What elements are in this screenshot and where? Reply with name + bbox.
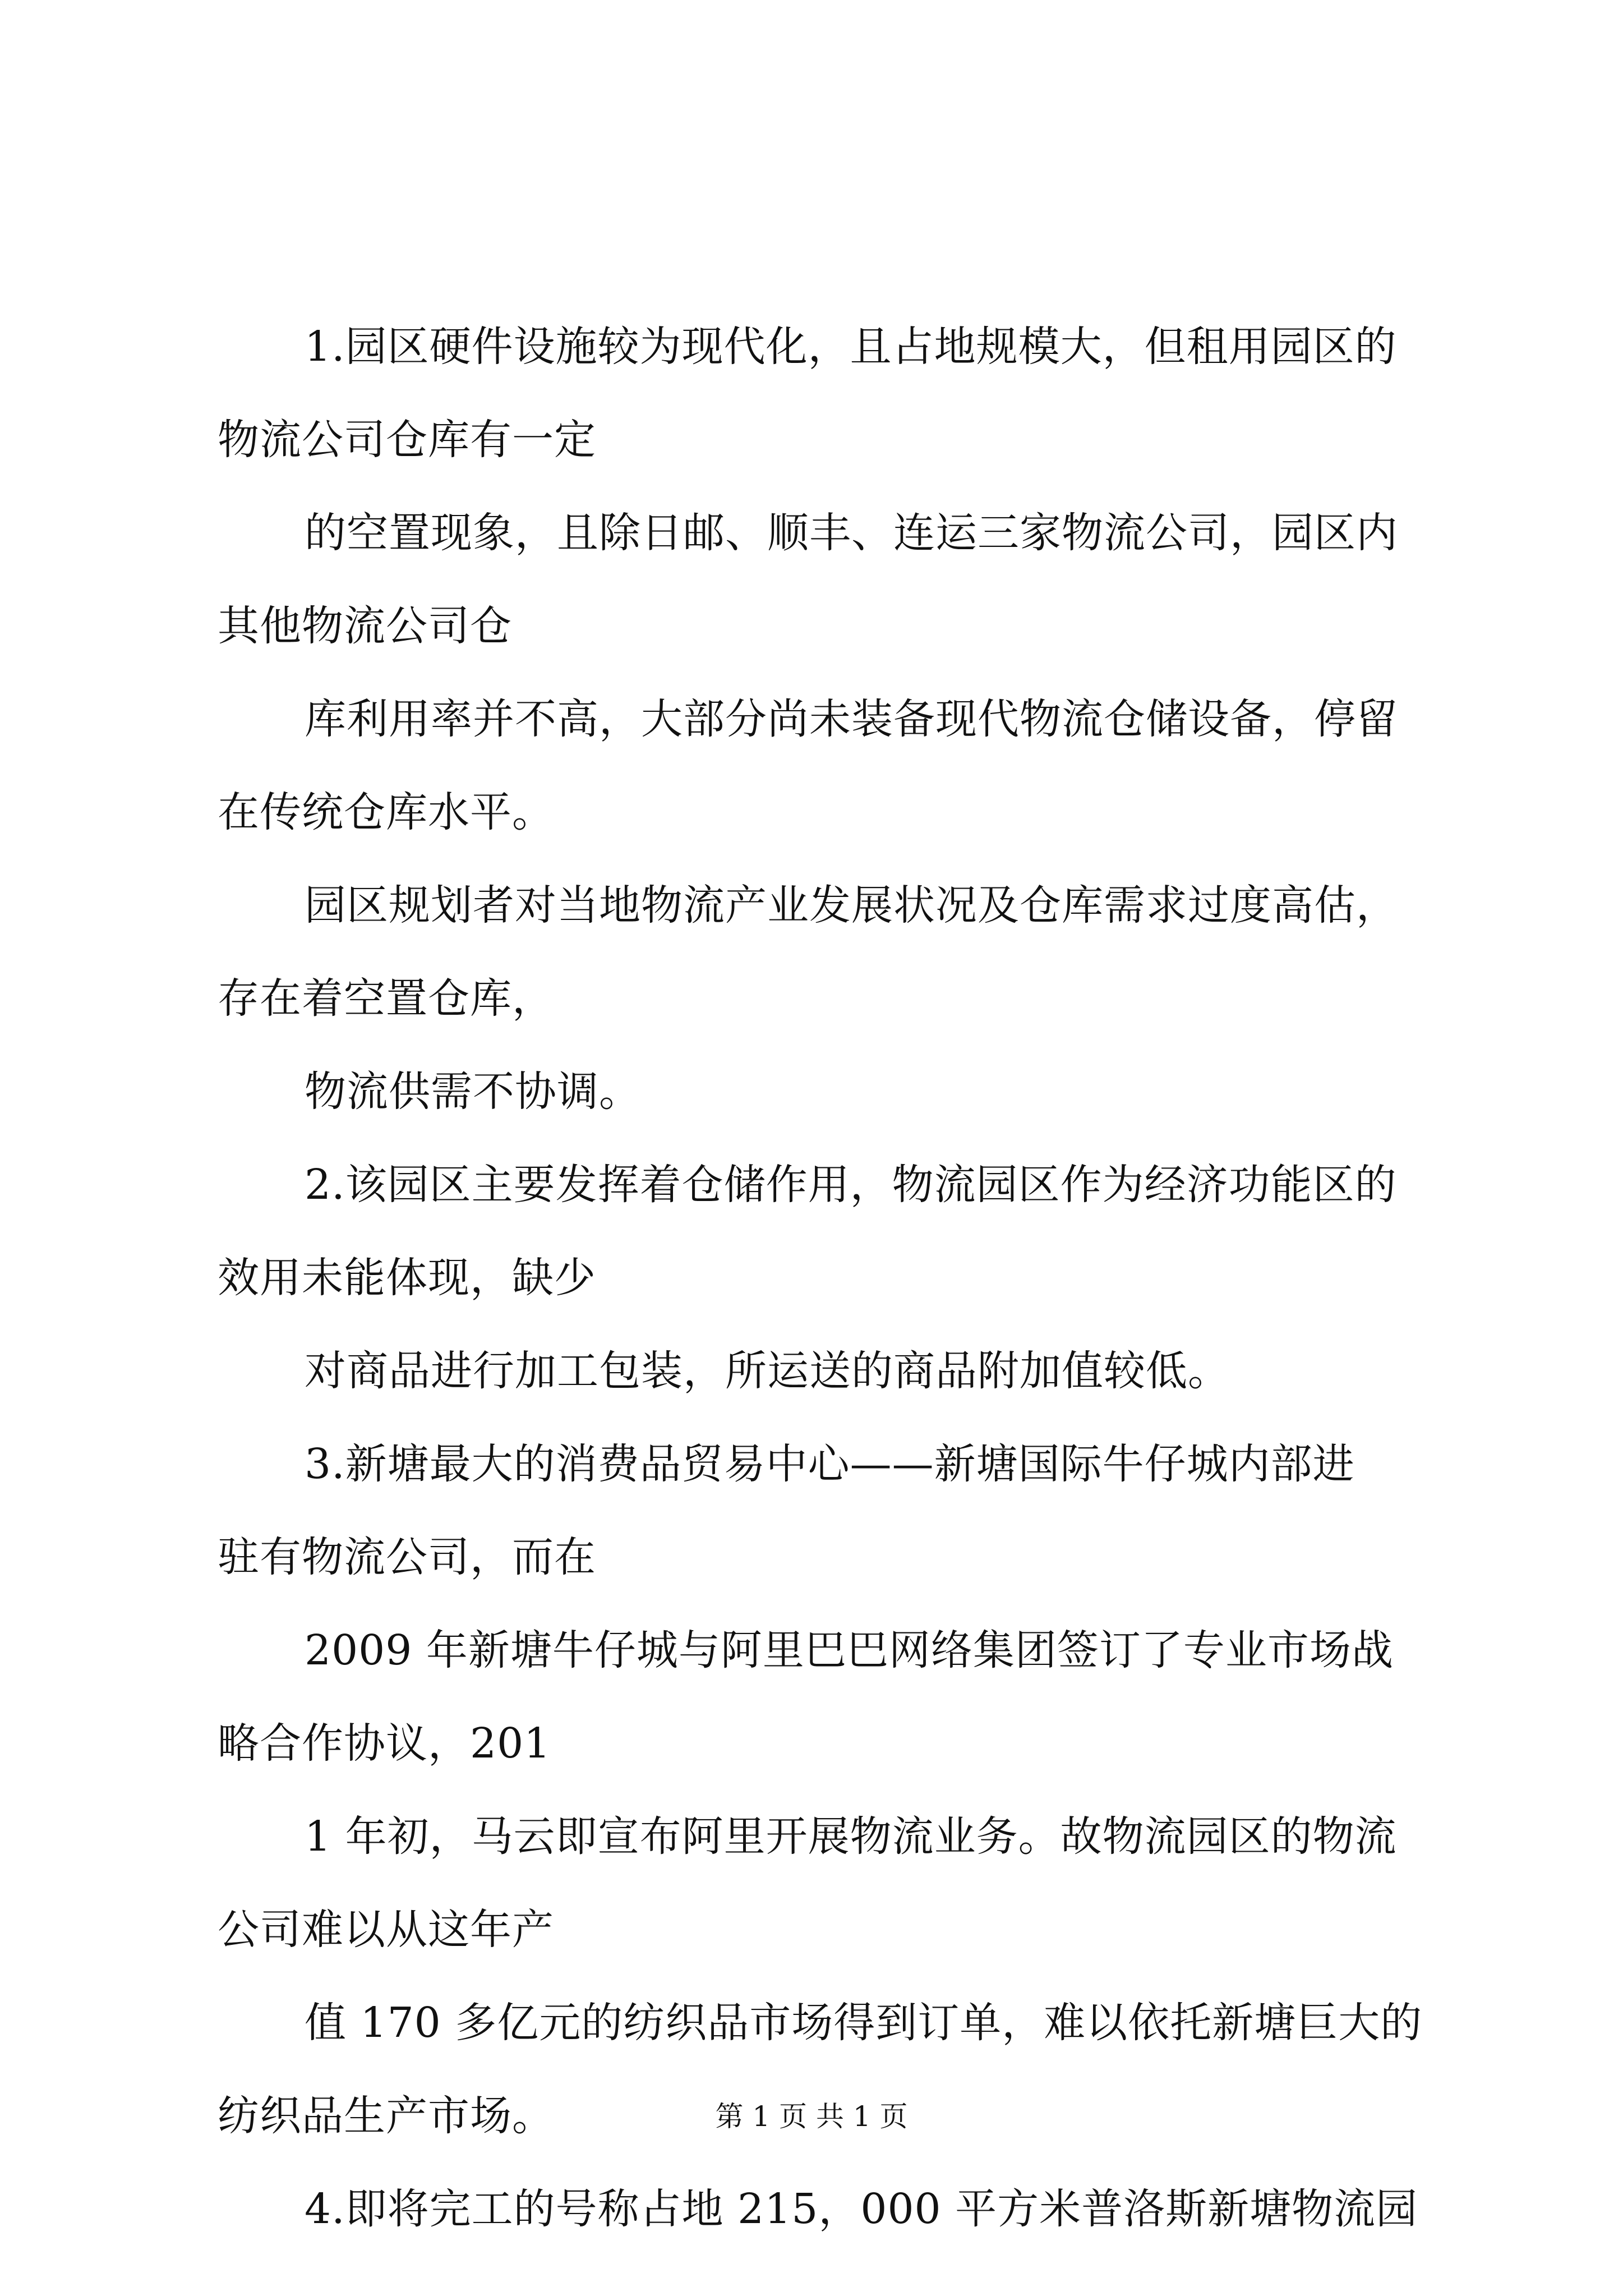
paragraph-line: 效用未能体现，缺少 <box>218 1254 596 1302</box>
paragraph <box>218 1418 1423 1604</box>
paragraph-line: 的空置现象，且除日邮、顺丰、连运三家物流公司，园区内 <box>305 509 1398 557</box>
paragraph-line: 纺织品生产市场。 <box>218 2092 554 2140</box>
paragraph-line: 在传统仓库水平。 <box>218 788 554 836</box>
paragraph-line: 略合作协议，201 <box>218 1719 551 1768</box>
paragraph-line: 园区规划者对当地物流产业发展状况及仓库需求过度高估， <box>305 881 1398 930</box>
page-number-label: 第 1 页 共 1 页 <box>715 2100 908 2133</box>
paragraph-line: 公司难以从这年产 <box>218 1906 554 1954</box>
paragraph-line: 对商品进行加工包装，所运送的商品附加值较低。 <box>305 1347 1230 1395</box>
paragraph-line: 1 年初，马云即宣布阿里开展物流业务。故物流园区的物流 <box>305 1812 1397 1861</box>
paragraph-line: 2009 年新塘牛仔城与阿里巴巴网络集团签订了专业市场战 <box>305 1626 1394 1674</box>
paragraph <box>218 1045 1423 1138</box>
paragraph-line: 其他物流公司仓 <box>218 602 512 650</box>
page-footer <box>0 2097 1623 2136</box>
paragraph <box>218 1790 1423 1976</box>
document-body <box>218 300 1423 2256</box>
paragraph <box>218 673 1423 859</box>
paragraph <box>218 300 1423 486</box>
paragraph-line: 3.新塘最大的消费品贸易中心——新塘国际牛仔城内部进 <box>305 1440 1355 1488</box>
paragraph-line: 值 170 多亿元的纺织品市场得到订单，难以依托新塘巨大的 <box>305 1999 1423 2047</box>
paragraph <box>218 1324 1423 1418</box>
paragraph-line: 存在着空置仓库， <box>218 974 554 1023</box>
paragraph-line: 1.园区硬件设施较为现代化，且占地规模大，但租用园区的 <box>305 323 1397 371</box>
paragraph-line: 2.该园区主要发挥着仓储作用，物流园区作为经济功能区的 <box>305 1161 1397 1209</box>
paragraph-line: 物流公司仓库有一定 <box>218 416 596 464</box>
paragraph <box>218 1604 1423 1790</box>
paragraph-line: 物流供需不协调。 <box>305 1068 641 1116</box>
paragraph-line: 驻有物流公司，而在 <box>218 1533 596 1581</box>
paragraph-line: 4.即将完工的号称占地 215，000 平方米普洛斯新塘物流园 <box>305 2185 1418 2233</box>
paragraph <box>218 486 1423 673</box>
paragraph-line: 库利用率并不高，大部分尚未装备现代物流仓储设备，停留 <box>305 695 1398 743</box>
paragraph <box>218 859 1423 1045</box>
paragraph <box>218 2162 1423 2256</box>
paragraph <box>218 1138 1423 1324</box>
